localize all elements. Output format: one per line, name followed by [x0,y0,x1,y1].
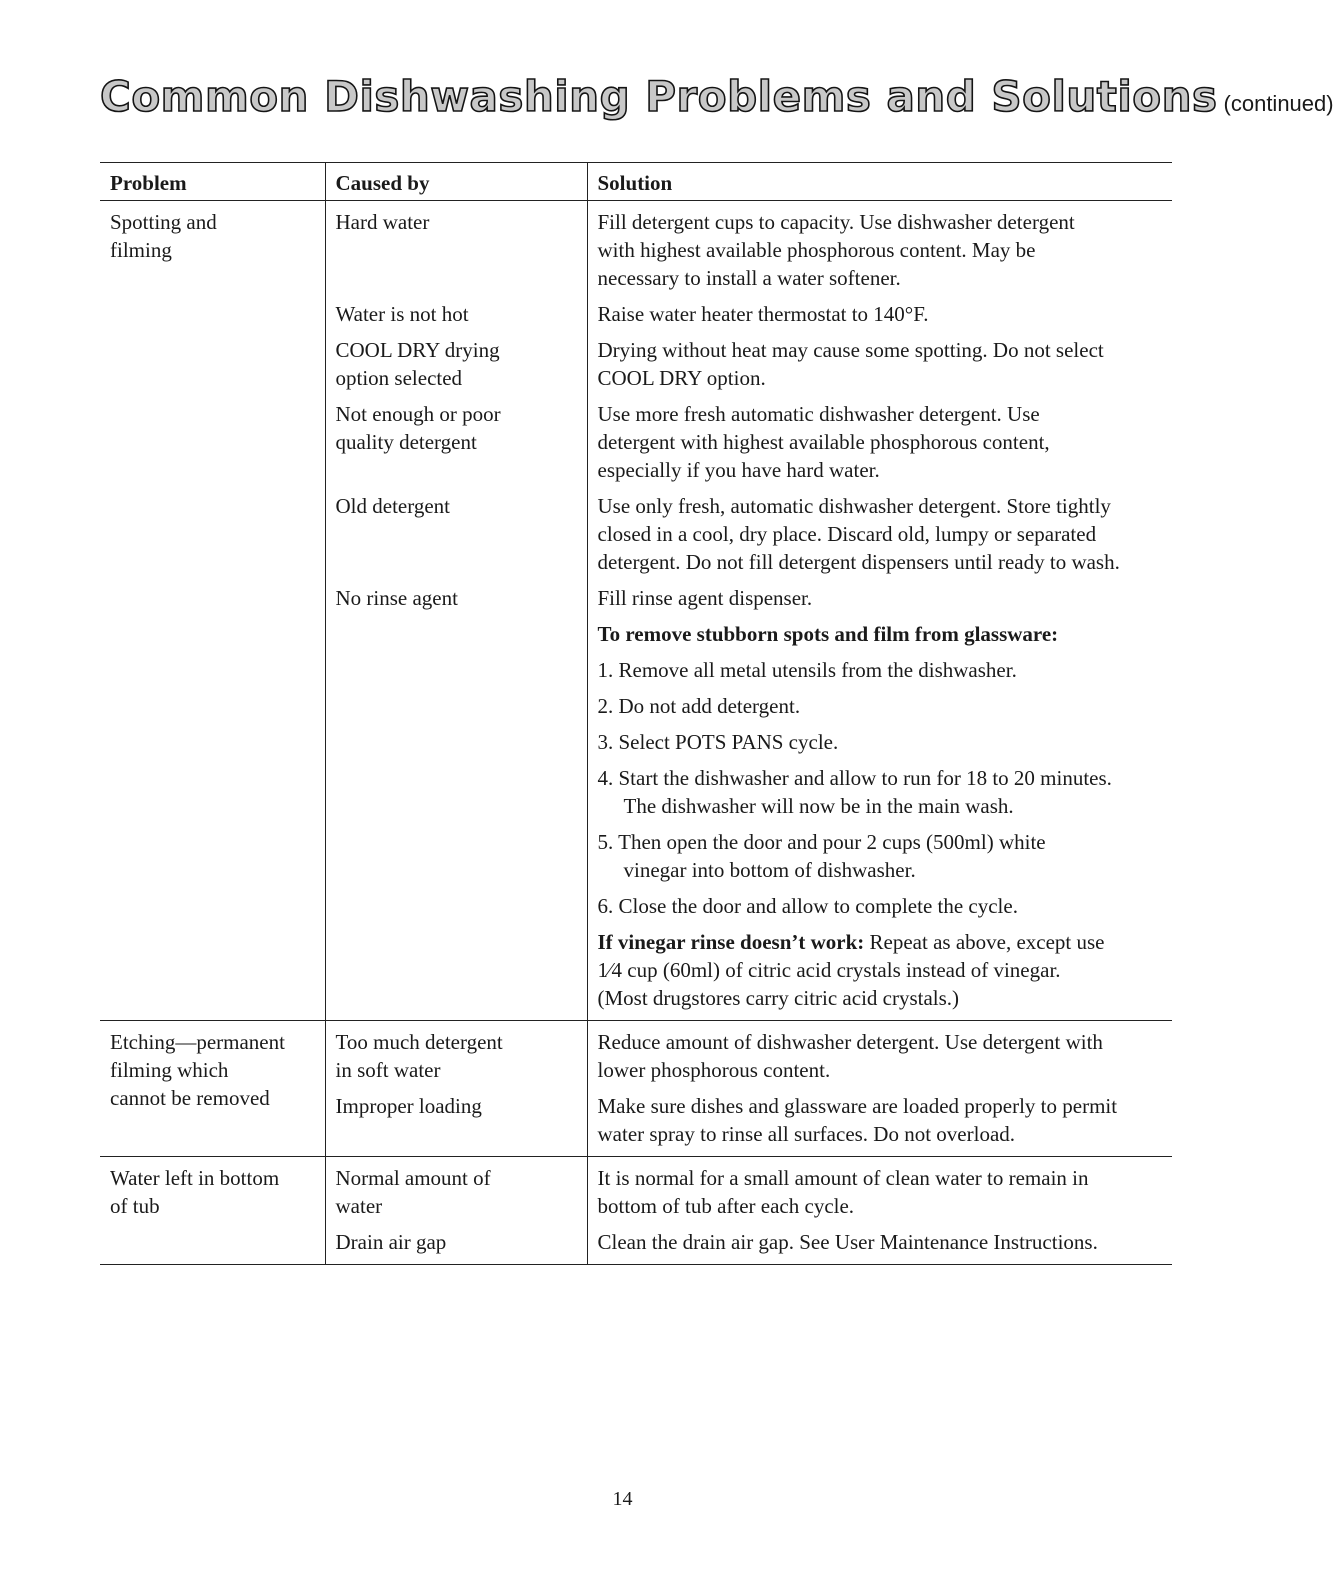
problem-line: filming [110,238,172,262]
solution-item [598,400,1163,484]
cause-line: Improper loading [335,1094,482,1118]
cause-line: Old detergent [335,494,450,518]
solution-cell [587,1157,1172,1265]
vinegar-note-label: If vinegar rinse doesn’t work: [597,930,865,954]
problem-line: filming which [110,1058,229,1082]
vinegar-note [598,928,1163,1012]
solution-line: Use more fresh automatic dishwasher detergent. Use [597,402,1040,426]
cause-item [336,208,577,292]
solution-cell [587,1021,1172,1157]
table-row [100,1021,1172,1157]
solution-line: It is normal for a small amount of clean water to remain in [597,1166,1089,1190]
cause-line: in soft water [335,1058,441,1082]
step-line: The dishwasher will now be in the main wash. [623,794,1014,818]
header-caused-by: Caused by [325,163,587,201]
cause-line: quality detergent [335,430,477,454]
stubborn-spots-heading: To remove stubborn spots and film from glassware: [597,622,1059,646]
problem-line: Spotting and [110,210,217,234]
solution-line: Fill detergent cups to capacity. Use dishwasher detergent [597,210,1075,234]
problem-line: of tub [110,1194,160,1218]
cause-line: water [335,1194,383,1218]
cause-line: Water is not hot [335,302,469,326]
vinegar-note-line: 1⁄4 cup (60ml) of citric acid crystals instead of vinegar. [597,958,1061,982]
instruction-step [598,692,1163,720]
solution-line: Fill rinse agent dispenser. [597,586,813,610]
table-row [100,1157,1172,1265]
problem-cell [100,1157,325,1265]
problems-table [100,162,1172,1265]
cause-line: Too much detergent [335,1030,503,1054]
title-continued: (continued) [1223,91,1334,116]
problem-cell [100,201,325,1021]
cause-item [336,336,577,392]
solution-line: bottom of tub after each cycle. [597,1194,855,1218]
cause-item [336,584,577,612]
cause-item [336,1164,577,1220]
solution-line: detergent. Do not fill detergent dispensers until ready to wash. [597,550,1120,574]
solution-line: Make sure dishes and glassware are loaded properly to permit [597,1094,1118,1118]
solution-line: lower phosphorous content. [597,1058,831,1082]
solution-line: especially if you have hard water. [597,458,880,482]
solution-line: water spray to rinse all surfaces. Do not overload. [597,1122,1016,1146]
cause-line: Normal amount of [335,1166,491,1190]
cause-item [336,1228,577,1256]
problem-line: Water left in bottom [110,1166,280,1190]
solution-item [598,336,1163,392]
header-problem: Problem [100,163,325,201]
solution-cell [587,201,1172,1021]
cause-item [336,1028,577,1084]
instruction-step [598,764,1163,820]
instruction-step [598,656,1163,684]
instruction-step [598,828,1163,884]
step-line: 5. Then open the door and pour 2 cups (500ml) white [597,830,1046,854]
cause-line: Hard water [335,210,430,234]
problem-line: Etching—permanent [110,1030,285,1054]
solution-item [598,1228,1163,1256]
cause-item [336,1092,577,1148]
cause-cell [325,201,587,1021]
solution-item [598,492,1163,576]
solution-line: COOL DRY option. [597,366,766,390]
cause-line: COOL DRY drying [335,338,500,362]
step-line: 4. Start the dishwasher and allow to run for 18 to 20 minutes. [597,766,1112,790]
table-header-row [100,163,1172,201]
problem-cell [100,1021,325,1157]
cause-item [336,300,577,328]
solution-line: detergent with highest available phosphorous content, [597,430,1050,454]
solution-line: with highest available phosphorous content. May be [597,238,1036,262]
step-line: 3. Select POTS PANS cycle. [597,730,839,754]
solution-line: Raise water heater thermostat to 140°F. [597,302,929,326]
cause-line: Not enough or poor [335,402,501,426]
instruction-step [598,892,1163,920]
step-line: 1. Remove all metal utensils from the dishwasher. [597,658,1017,682]
solution-item [598,1028,1163,1084]
solution-item [598,1092,1163,1148]
header-solution: Solution [587,163,1172,201]
table-row [100,201,1172,1021]
solution-line: closed in a cool, dry place. Discard old, lumpy or separated [597,522,1097,546]
solution-line: necessary to install a water softener. [597,266,901,290]
cause-item [336,400,577,484]
solution-item [598,1164,1163,1220]
cause-item [336,492,577,576]
problem-line: cannot be removed [110,1086,270,1110]
instruction-step [598,728,1163,756]
step-line: 6. Close the door and allow to complete the cycle. [597,894,1018,918]
title-main: Common Dishwashing Problems and Solutions [100,72,1218,121]
solution-item [598,208,1163,292]
vinegar-note-line: (Most drugstores carry citric acid crystals.) [597,986,960,1010]
solution-line: Use only fresh, automatic dishwasher detergent. Store tightly [597,494,1111,518]
solution-item [598,300,1163,328]
cause-cell [325,1157,587,1265]
solution-line: Clean the drain air gap. See User Maintenance Instructions. [597,1230,1098,1254]
step-line: 2. Do not add detergent. [597,694,801,718]
cause-line: No rinse agent [335,586,458,610]
solution-line: Drying without heat may cause some spotting. Do not select [597,338,1104,362]
solution-item [598,584,1163,612]
page-number: 14 [612,1488,633,1510]
cause-cell [325,1021,587,1157]
vinegar-note-line: Repeat as above, except use [864,930,1105,954]
cause-line: Drain air gap [335,1230,447,1254]
page-title [100,72,1334,121]
solution-line: Reduce amount of dishwasher detergent. Use detergent with [597,1030,1103,1054]
step-line: vinegar into bottom of dishwasher. [623,858,916,882]
cause-line: option selected [335,366,463,390]
